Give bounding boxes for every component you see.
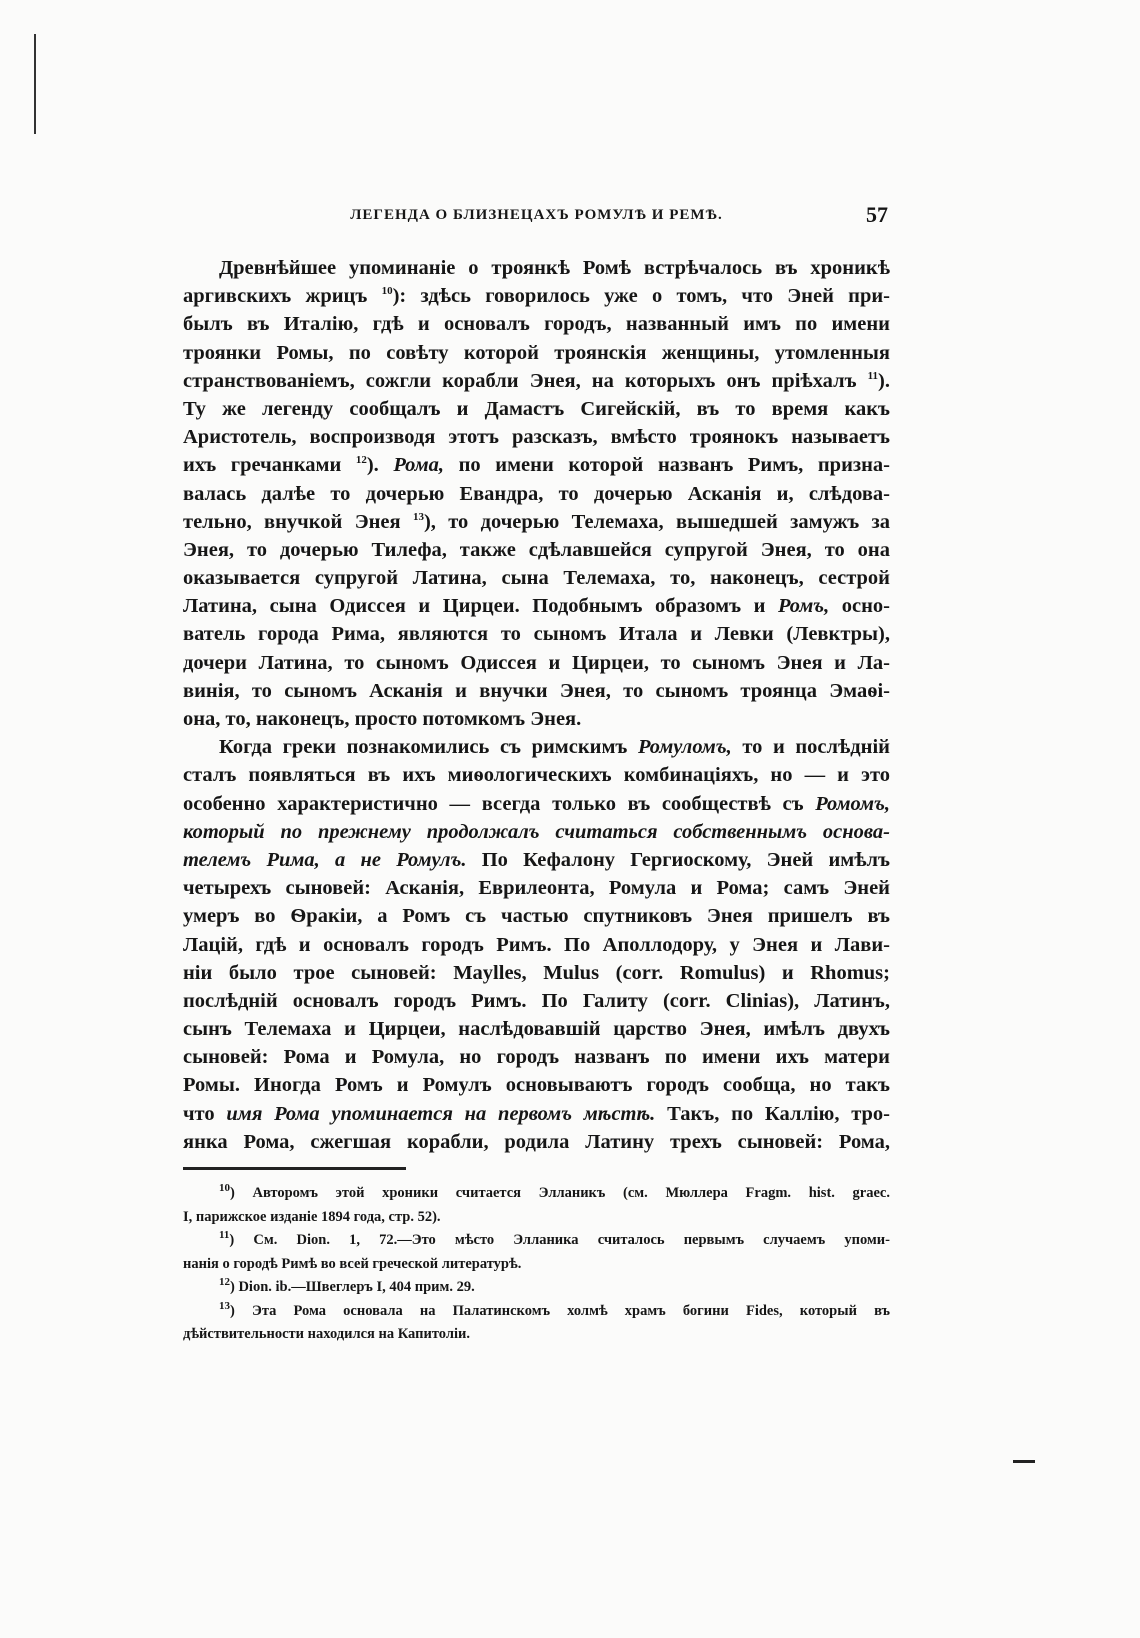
text-run: ). [878,369,890,392]
text-run: аргивскихъ жрицъ [183,285,382,308]
text-line [183,536,890,564]
text-line [183,959,890,987]
text-run: она, то, наконецъ, просто потомкомъ Энея. [183,708,582,730]
footnote-line [183,1206,890,1230]
footnote-ref: 10 [219,1182,230,1195]
italic-text: имя Рома упоминается на первомъ мѣстѣ. [226,1102,656,1125]
text-line [183,564,890,592]
italic-text: Ромъ, [777,595,830,618]
text-line [183,874,890,902]
text-line [183,282,890,310]
footnote-ref: 10 [381,285,393,298]
text-run: осно- [829,595,890,618]
text-run: особенно характеристично — всегда только въ сообществѣ съ [183,792,816,815]
text-run: винія, то сыномъ Асканія и внучки Энея, то сыномъ троянца Эмаѳі- [183,679,890,702]
text-run: сыновей: Рома и Ромула, но городъ названъ по имени ихъ матери [183,1046,890,1069]
text-run: оказывается супругой Латина, сына Телемаха, то, наконецъ, сестрой [183,567,890,590]
text-line [183,1071,890,1099]
footnote-ref: 13 [219,1299,230,1312]
text-run: дочери Латина, то сыномъ Одиссея и Цирцеи, то сыномъ Энея и Ла- [183,651,890,674]
footnote-line [183,1229,890,1253]
text-run: ). [366,454,394,477]
footnote-line [183,1300,890,1324]
italic-text: Ромомъ, [815,792,890,815]
text-run: ихъ гречанками [183,454,356,477]
text-run: странствованіемъ, сожгли корабли Энея, на которыхъ онъ пріѣхалъ [183,369,868,392]
text-line [183,310,890,338]
text-line [183,1100,890,1128]
text-line [183,902,890,930]
italic-text: Рома, [393,454,445,477]
text-run: По Кефалону Гергиоскому, Эней имѣлъ [466,848,890,871]
text-run: то и послѣдній [731,736,890,759]
text-run: ) См. Dion. 1, 72.—Это мѣсто Элланика считалось первымъ случаемъ упоми- [229,1232,890,1248]
text-run: четырехъ сыновей: Асканія, Еврилеонта, Ромула и Рома; самъ Эней [183,877,890,900]
text-line [183,339,890,367]
footnote-line [183,1182,890,1206]
body-text [183,254,890,1156]
text-line [183,987,890,1015]
italic-text: который по прежнему продолжалъ считаться собственнымъ основа- [183,820,890,843]
text-run: валась далѣе то дочерью Евандра, то дочерью Асканія и, слѣдова- [183,482,890,505]
text-run: Такъ, по Каллію, тро- [655,1102,890,1125]
text-line [183,931,890,959]
text-line [183,508,890,536]
text-run: Ту же легенду сообщалъ и Дамастъ Сигейскій, въ то время какъ [183,397,890,420]
text-run: Латина, сына Одиссея и Цирцеи. Подобнымъ образомъ и [183,595,778,618]
page-header [183,202,890,232]
text-line [183,846,890,874]
text-line [183,1043,890,1071]
text-run: Когда греки познакомились съ римскимъ [219,736,638,759]
text-line [183,592,890,620]
text-line [183,705,890,733]
footnote-rule [183,1167,406,1170]
text-run: Древнѣйшее упоминаніе о троянкѣ Ромѣ встрѣчалось въ хроникѣ [219,257,890,279]
text-line [183,761,890,789]
footnote-ref: 13 [412,510,424,523]
text-run: сынъ Телемаха и Цирцеи, наслѣдовавшій царство Энея, имѣлъ двухъ [183,1018,890,1041]
text-run: умеръ во Ѳракіи, а Ромъ съ частью спутниковъ Энея пришелъ въ [183,905,890,928]
text-line [183,451,890,479]
scan-dash-mark [1013,1460,1035,1463]
text-line [183,254,890,282]
text-line [183,790,890,818]
text-run: сталъ появляться въ ихъ миѳологическихъ комбинаціяхъ, но — и это [183,764,890,787]
text-line [183,677,890,705]
text-run: нанія о городѣ Римѣ во всей греческой литературѣ. [183,1255,522,1272]
footnote-ref: 11 [867,369,879,382]
text-run: ніи было трое сыновей: Maylles, Mulus (corr. Romulus) и Rhomus; [183,961,890,984]
text-run: троянки Ромы, по совѣту которой троянскія женщины, утомленныя [183,341,890,364]
text-run: Энея, то дочерью Тилефа, также сдѣлавшейся супругой Энея, то она [183,538,890,561]
text-line [183,395,890,423]
page-number: 57 [866,202,888,227]
text-line [183,818,890,846]
running-title: ЛЕГЕНДА О БЛИЗНЕЦАХЪ РОМУЛѢ И РЕМѢ. [350,207,723,223]
text-line [183,1015,890,1043]
text-run: дѣйствительности находился на Капитоліи. [183,1326,470,1342]
text-run: ватель города Рима, являются то сыномъ Итала и Левки (Левктры), [183,623,890,646]
italic-text: Ромуломъ, [637,736,732,759]
footnote-ref: 11 [219,1229,230,1242]
text-run: Ромы. Иногда Ромъ и Ромулъ основываютъ городъ сообща, но такъ [183,1074,890,1097]
text-line [183,733,890,761]
text-run: тельно, внучкой Энея [183,510,413,533]
text-run: ) Авторомъ этой хроники считается Элланикъ (см. Мюллера Fragm. hist. graec. [230,1185,890,1201]
text-run: ) Эта Рома основала на Палатинскомъ холмѣ храмъ богини Fides, который въ [230,1302,890,1319]
footnote-ref: 12 [355,454,367,467]
text-run: послѣдній основалъ городъ Римъ. По Галиту (corr. Clinias), Латинъ, [183,989,890,1012]
footnote-ref: 12 [219,1276,230,1289]
text-line [183,1128,890,1156]
text-run: по имени которой названъ Римъ, призна- [444,454,891,477]
text-line [183,649,890,677]
text-line [183,367,890,395]
text-run: Аристотель, воспроизводя этотъ разсказъ, вмѣсто троянокъ называетъ [183,426,890,449]
footnote-line [183,1276,890,1300]
text-run: янка Рома, сжегшая корабли, родила Латину трехъ сыновей: Рома, [183,1130,890,1153]
text-line [183,480,890,508]
text-run: I, парижское изданіе 1894 года, стр. 52). [183,1208,441,1225]
text-run: ): здѣсь говорилось уже о томъ, что Эней при- [392,285,891,308]
text-run: ), то дочерью Телемаха, вышедшей замужъ за [423,510,890,533]
footnotes [183,1182,890,1347]
text-run: что [183,1102,227,1125]
footnote-line [183,1253,890,1277]
scan-edge-mark [34,34,36,134]
text-run: былъ въ Италію, гдѣ и основалъ городъ, названный имъ по имени [183,313,890,336]
italic-text: телемъ Рима, а не Ромулъ. [183,848,467,871]
text-run: ) Dion. ib.—Швеглеръ I, 404 прим. 29. [230,1279,475,1295]
text-line [183,423,890,451]
text-run: Лацій, гдѣ и основалъ городъ Римъ. По Аполлодору, у Энея и Лави- [183,933,890,956]
text-line [183,620,890,648]
footnote-line [183,1323,890,1347]
